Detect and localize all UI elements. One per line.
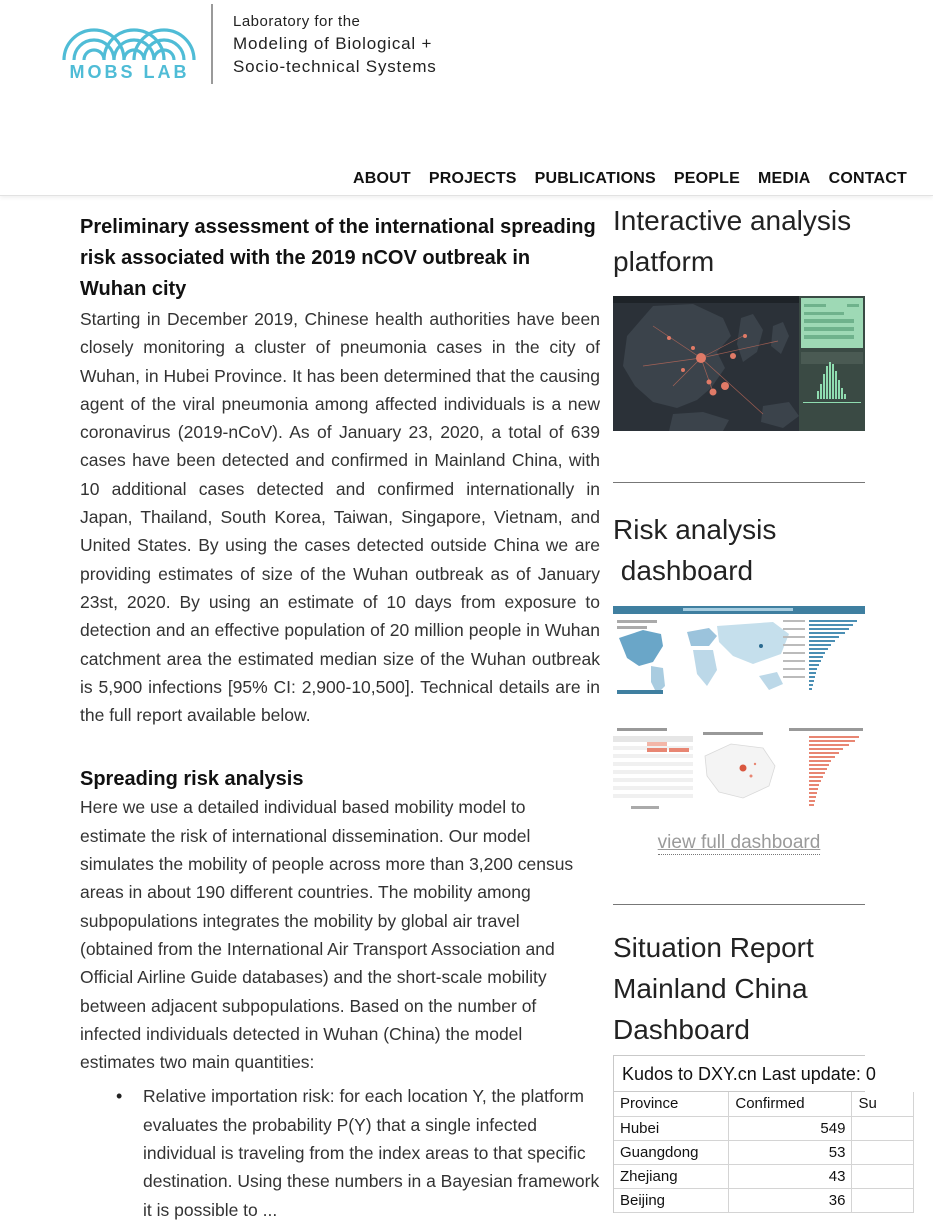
suspected-count	[852, 1188, 914, 1212]
suspected-count	[852, 1164, 914, 1188]
province-name: Hubei	[614, 1116, 729, 1140]
nav-media[interactable]: MEDIA	[758, 170, 811, 187]
province-table	[614, 1092, 914, 1213]
lab-title-line1: Laboratory for the	[233, 13, 361, 30]
sidebar	[613, 200, 877, 1213]
table-header-row	[614, 1092, 914, 1116]
main-nav	[353, 170, 907, 188]
site-header	[0, 0, 933, 196]
list-item: • Relative importation risk: for each location Y, the platform evaluates the probability P(Y) that a single infected individual is traveling from the index areas to that specific destination. Using these numbers in a Bayesian framework it is possible to ...	[116, 1082, 600, 1223]
province-name: Beijing	[614, 1188, 729, 1212]
situation-report-table[interactable]	[613, 1055, 877, 1213]
column-header-suspected: Su	[852, 1092, 914, 1116]
nav-projects[interactable]: PROJECTS	[428, 170, 517, 187]
interactive-heading-line2: platform	[613, 246, 715, 277]
nav-about[interactable]: ABOUT	[352, 170, 411, 187]
province-name: Zhejiang	[614, 1164, 729, 1188]
situation-heading-line3: Dashboard	[613, 1014, 750, 1045]
lab-title-line2: Modeling of Biological +	[233, 34, 433, 53]
article-intro-paragraph: Starting in December 2019, Chinese health authorities have been closely monitoring a cluster of pneumonia cases in the city of Wuhan, in Hubei Province. It has been determined that the causing agent of the viral pneumonia among affected individuals is a new coronavirus (2019-nCoV). As of January 23, 2020, a total of 639 cases have been detected and confirmed in Mainland China, with 10 additional cases detected and confirmed internationally in Japan, Thailand, South Korea, Taiwan, Singapore, Vietnam, and United States. By using the cases detected outside China we are providing estimates of size of the Wuhan outbreak as of January 23st, 2020. By using an estimate of 10 days from exposure to detection and an effective population of 20 million people in Wuhan catchment area the estimated median size of the Wuhan outbreak is 5,900 infections [95% CI: 2,900-10,500]. Technical details are in the full report available below.	[80, 309, 600, 726]
risk-dashboard-heading	[613, 509, 865, 591]
mobs-lab-logo[interactable]	[56, 0, 201, 86]
table-row	[614, 1164, 914, 1188]
logo-wordmark: MOBS LAB	[69, 62, 190, 82]
quantities-list	[116, 1082, 600, 1223]
article-title: Preliminary assessment of the international spreading risk associated with the 2019 nCOV outbreak in Wuhan city	[80, 216, 596, 300]
situation-heading-line2: Mainland China	[613, 973, 808, 1004]
table-row	[614, 1140, 914, 1164]
nav-people[interactable]: PEOPLE	[673, 170, 740, 187]
confirmed-count: 36	[729, 1188, 852, 1212]
table-row	[614, 1116, 914, 1140]
situation-heading-line1: Situation Report	[613, 932, 814, 963]
article	[80, 212, 600, 1224]
column-header-confirmed: Confirmed	[729, 1092, 852, 1116]
situation-report-heading	[613, 927, 865, 1050]
view-full-dashboard-link[interactable]	[613, 832, 865, 854]
province-name: Guangdong	[614, 1140, 729, 1164]
nav-contact[interactable]: CONTACT	[828, 170, 907, 187]
suspected-count	[852, 1140, 914, 1164]
nav-publications[interactable]: PUBLICATIONS	[534, 170, 656, 187]
risk-heading-line2: dashboard	[613, 555, 754, 586]
view-full-dashboard-label: view full dashboard	[657, 832, 821, 853]
lab-title-line3: Socio-technical Systems	[233, 57, 437, 76]
sidebar-divider	[613, 904, 865, 905]
risk-heading-line1: Risk analysis	[613, 514, 777, 545]
column-header-province: Province	[614, 1092, 729, 1116]
spreading-risk-paragraph: Here we use a detailed individual based mobility model to estimate the risk of international dissemination. Our model simulates the mobility of people across more than 3,200 census areas in about 190 different countries. The mobility among subpopulations integrates the mobility by global air travel (obtained from the International Air Transport Association and Official Airline Guide databases) and the short-scale mobility between adjacent subpopulations. Based on the number of infected individuals detected in Wuhan (China) the model estimates two main quantities:	[80, 797, 574, 1073]
risk-dashboard-map-thumbnail[interactable]	[613, 606, 865, 698]
lab-title	[233, 12, 437, 78]
logo-divider	[211, 4, 213, 84]
confirmed-count: 53	[729, 1140, 852, 1164]
confirmed-count: 43	[729, 1164, 852, 1188]
interactive-platform-heading	[613, 200, 865, 282]
section-title-spreading-risk: Spreading risk analysis	[80, 768, 304, 791]
logo-arcs-icon	[56, 0, 201, 62]
risk-dashboard-china-thumbnail[interactable]	[613, 726, 865, 812]
situation-kudos-banner: Kudos to DXY.cn Last update: 0	[614, 1056, 865, 1092]
suspected-count	[852, 1116, 914, 1140]
confirmed-count: 549	[729, 1116, 852, 1140]
interactive-platform-thumbnail[interactable]	[613, 296, 865, 431]
interactive-heading-line1: Interactive analysis	[613, 205, 852, 236]
sidebar-divider	[613, 482, 865, 483]
table-row	[614, 1188, 914, 1212]
